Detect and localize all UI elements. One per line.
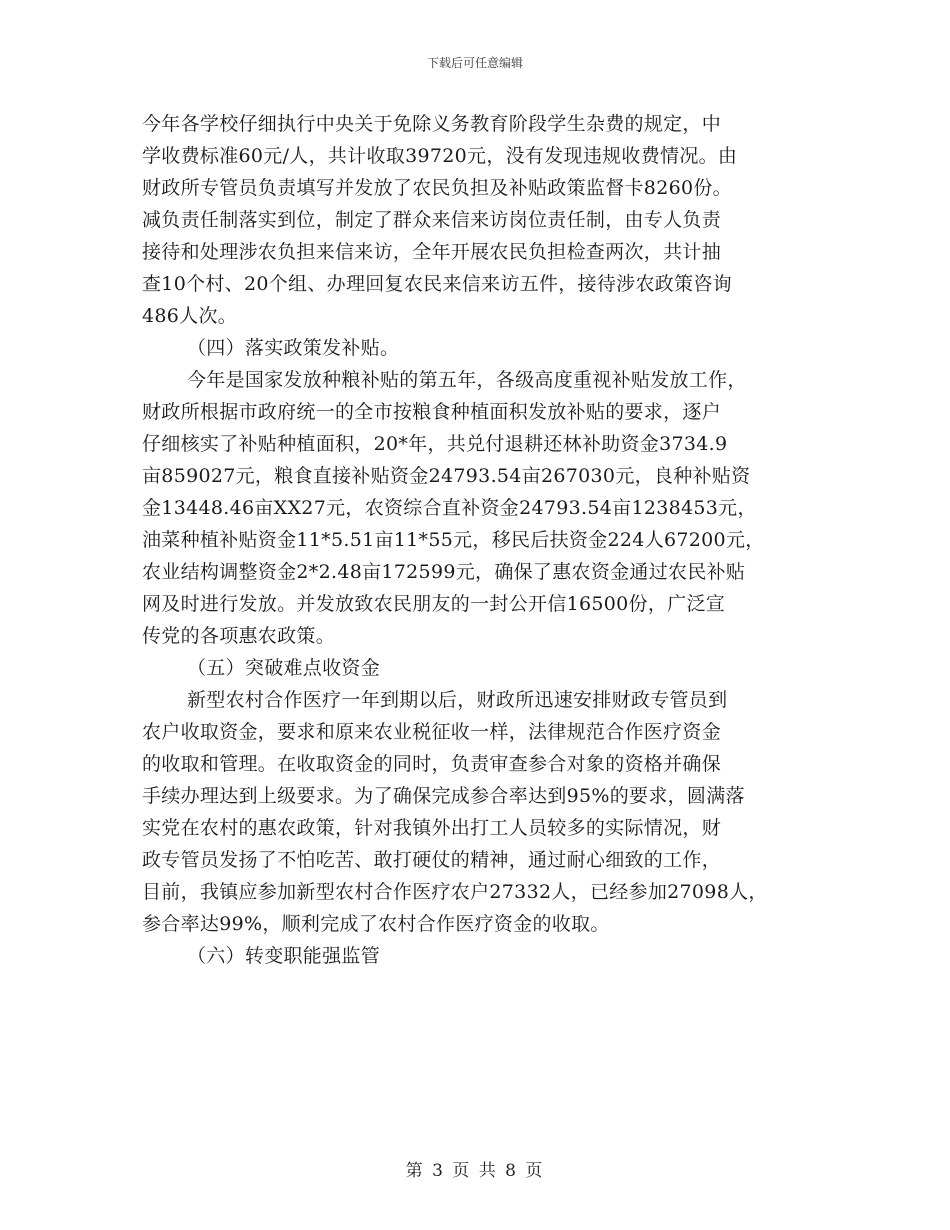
text-line: 今年是国家发放种粮补贴的第五年，各级高度重视补贴发放工作， xyxy=(187,369,747,391)
text-line: 减负责任制落实到位，制定了群众来信来访岗位责任制，由专人负责 xyxy=(142,209,722,231)
text-line: 新型农村合作医疗一年到期以后，财政所迅速安排财政专管员到 xyxy=(187,689,728,711)
text-line: 486人次。 xyxy=(142,305,238,327)
text-line: 财政所专管员负责填写并发放了农民负担及补贴政策监督卡8260份。 xyxy=(142,177,732,199)
text-line: 的收取和管理。在收取资金的同时，负责审查参合对象的资格并确保 xyxy=(142,753,722,775)
text-line: 学收费标准60元/人，共计收取39720元，没有发现违规收费情况。由 xyxy=(142,145,738,167)
text-line: 接待和处理涉农负担来信来访，全年开展农民负担检查两次，共计抽 xyxy=(142,241,722,263)
text-line: 参合率达99%，顺利完成了农村合作医疗资金的收取。 xyxy=(142,913,610,935)
text-line: 实党在农村的惠农政策，针对我镇外出打工人员较多的实际情况，财 xyxy=(142,817,722,839)
text-line: 仔细核实了补贴种植面积，20*年，共兑付退耕还林补助资金3734.9 xyxy=(142,433,728,455)
page-number-footer: 第 3 页 共 8 页 xyxy=(405,1161,545,1181)
text-line: 网及时进行发放。并发放致农民朋友的一封公开信16500份，广泛宣 xyxy=(142,593,726,615)
document-body xyxy=(142,108,842,972)
text-line: 今年各学校仔细执行中央关于免除义务教育阶段学生杂费的规定，中 xyxy=(142,113,722,135)
text-line: 农业结构调整资金2*2.48亩172599元，确保了惠农资金通过农民补贴 xyxy=(142,561,746,583)
text-line: 金13448.46亩XX27元，农资综合直补资金24793.54亩1238453元， xyxy=(142,497,757,519)
text-line: 油菜种植补贴资金11*5.51亩11*55元，移民后扶资金224人67200元， xyxy=(142,529,765,551)
section-heading-6: （六）转变职能强监管 xyxy=(187,945,381,967)
text-line: 目前，我镇应参加新型农村合作医疗农户27332人，已经参加27098人， xyxy=(142,881,768,903)
text-line: 传党的各项惠农政策。 xyxy=(142,625,336,647)
text-line: 农户收取资金，要求和原来农业税征收一样，法律规范合作医疗资金 xyxy=(142,721,722,743)
section-heading-4: （四）落实政策发补贴。 xyxy=(187,337,400,359)
page-header-note: 下载后可任意编辑 xyxy=(426,56,523,70)
text-line: 查10个村、20个组、办理回复农民来信来访五件，接待涉农政策咨询 xyxy=(142,273,732,295)
text-line: 政专管员发扬了不怕吃苦、敢打硬仗的精神，通过耐心细致的工作， xyxy=(142,849,722,871)
section-heading-5: （五）突破难点收资金 xyxy=(187,657,381,679)
text-line: 亩859027元，粮食直接补贴资金24793.54亩267030元，良种补贴资 xyxy=(142,465,751,487)
text-line: 手续办理达到上级要求。为了确保完成参合率达到95%的要求，圆满落 xyxy=(142,785,745,807)
text-line: 财政所根据市政府统一的全市按粮食种植面积发放补贴的要求，逐户 xyxy=(142,401,722,423)
